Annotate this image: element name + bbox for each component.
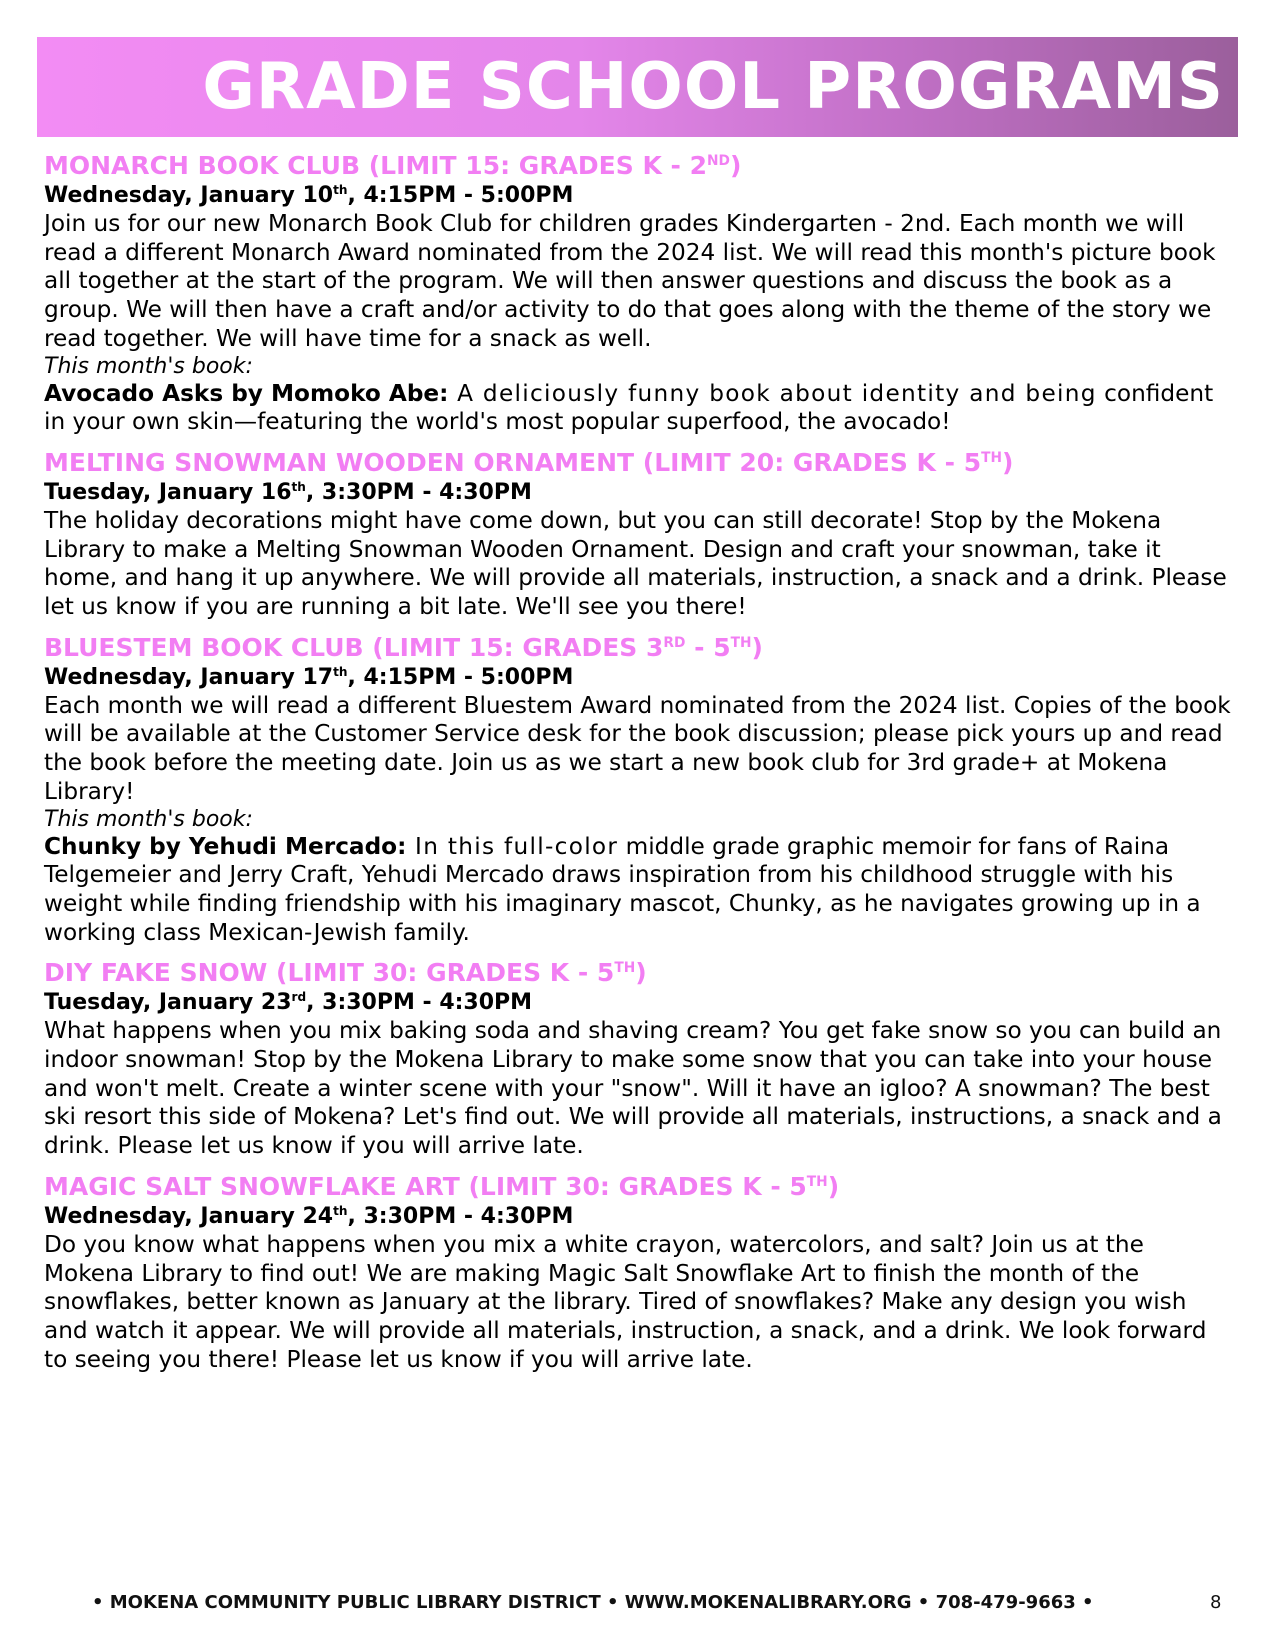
- book-label: This month's book:: [44, 353, 253, 379]
- program-diy-fake-snow: [44, 957, 1234, 1161]
- program-date: Wednesday, January 17th, 4:15PM - 5:00PM: [44, 664, 574, 690]
- program-description: What happens when you mix baking soda and shaving cream? You get fake snow so you can build an indoor snowman! Stop by the Mokena Library to make some snow that you can take into your house and won't melt. Create a winter scene with your "snow". Will it have an igloo? A snowman? The best ski resort this side of Mokena? Let's find out. We will provide all materials, instructions, a snack and a drink. Please let us know if you will arrive late.: [44, 1017, 1222, 1160]
- book-label: This month's book:: [44, 806, 253, 832]
- program-monarch-book-club: [44, 150, 1234, 437]
- page-footer: [0, 1592, 1275, 1622]
- program-description: The holiday decorations might have come down, but you can still decorate! Stop by the Mokena Library to make a Melting Snowman Wooden Ornament. Design and craft your snowman, take it home, and hang it up anywhere. We will provide all materials, instruction, a snack and a drink. Please let us know if you are running a bit late. We'll see you there!: [44, 506, 1227, 621]
- program-title: DIY FAKE SNOW (LIMIT 30: GRADES K - 5TH): [44, 958, 647, 988]
- program-list: [44, 150, 1234, 1384]
- program-description: Each month we will read a different Bluestem Award nominated from the 2024 list. Copies of the book will be available at the Customer Service desk for the book discussion; please pick yours up and read the book before the meeting date. Join us as we start a new book club for 3rd grade+ at Mokena Library!: [44, 691, 1231, 805]
- program-magic-salt-snowflake-art: [44, 1171, 1234, 1375]
- program-date: Tuesday, January 16th, 3:30PM - 4:30PM: [44, 479, 532, 505]
- book-title: Avocado Asks by Momoko Abe:: [44, 379, 449, 407]
- page-title: GRADE SCHOOL PROGRAMS: [202, 50, 1224, 124]
- book-feature: Chunky by Yehudi Mercado: In this full-color middle grade graphic memoir for fans of Raina Telgemeier and Jerry Craft, Yehudi Mercado draws inspiration from his childhood struggle with his weight while finding friendship with his imaginary mascot, Chunky, as he navigates growing up in a working class Mexican-Jewish family.: [44, 832, 1201, 946]
- footer-contact: • MOKENA COMMUNITY PUBLIC LIBRARY DISTRICT • WWW.MOKENALIBRARY.ORG • 708-479-9663 •: [92, 1592, 1094, 1613]
- program-date: Tuesday, January 23rd, 3:30PM - 4:30PM: [44, 990, 533, 1016]
- program-title: MONARCH BOOK CLUB (LIMIT 15: GRADES K - 2ND): [44, 151, 742, 180]
- program-melting-snowman-ornament: [44, 447, 1234, 622]
- program-title: BLUESTEM BOOK CLUB (LIMIT 15: GRADES 3RD - 5TH): [44, 632, 763, 662]
- header-banner: [37, 37, 1238, 137]
- book-title: Chunky by Yehudi Mercado:: [44, 832, 407, 860]
- page-number: 8: [1210, 1592, 1222, 1613]
- program-date: Wednesday, January 10th, 4:15PM - 5:00PM: [44, 183, 574, 208]
- program-description: Do you know what happens when you mix a white crayon, watercolors, and salt? Join us at the Mokena Library to find out! We are making Magic Salt Snowflake Art to finish the month of the snowflakes, better known as January at the library. Tired of snowflakes? Make any design you wish and watch it appear. We will provide all materials, instruction, a snack, and a drink. We look forward to seeing you there! Please let us know if you will arrive late.: [44, 1230, 1207, 1373]
- program-title: MAGIC SALT SNOWFLAKE ART (LIMIT 30: GRADES K - 5TH): [44, 1171, 840, 1201]
- program-description: Join us for our new Monarch Book Club for children grades Kindergarten - 2nd. Each month we will read a different Monarch Award nominated from the 2024 list. We will read this month's picture book all together at the start of the program. We will then answer questions and discuss the book as a group. We will then have a craft and/or activity to do that goes along with the theme of the story we read together. We will have time for a snack as well.: [44, 210, 1216, 352]
- program-date: Wednesday, January 24th, 3:30PM - 4:30PM: [44, 1203, 574, 1229]
- program-title: MELTING SNOWMAN WOODEN ORNAMENT (LIMIT 20: GRADES K - 5TH): [44, 447, 1014, 477]
- book-feature: Avocado Asks by Momoko Abe: A deliciously funny book about identity and being confident in your own skin—featuring the world's most popular superfood, the avocado!: [44, 379, 1214, 436]
- program-bluestem-book-club: [44, 632, 1234, 948]
